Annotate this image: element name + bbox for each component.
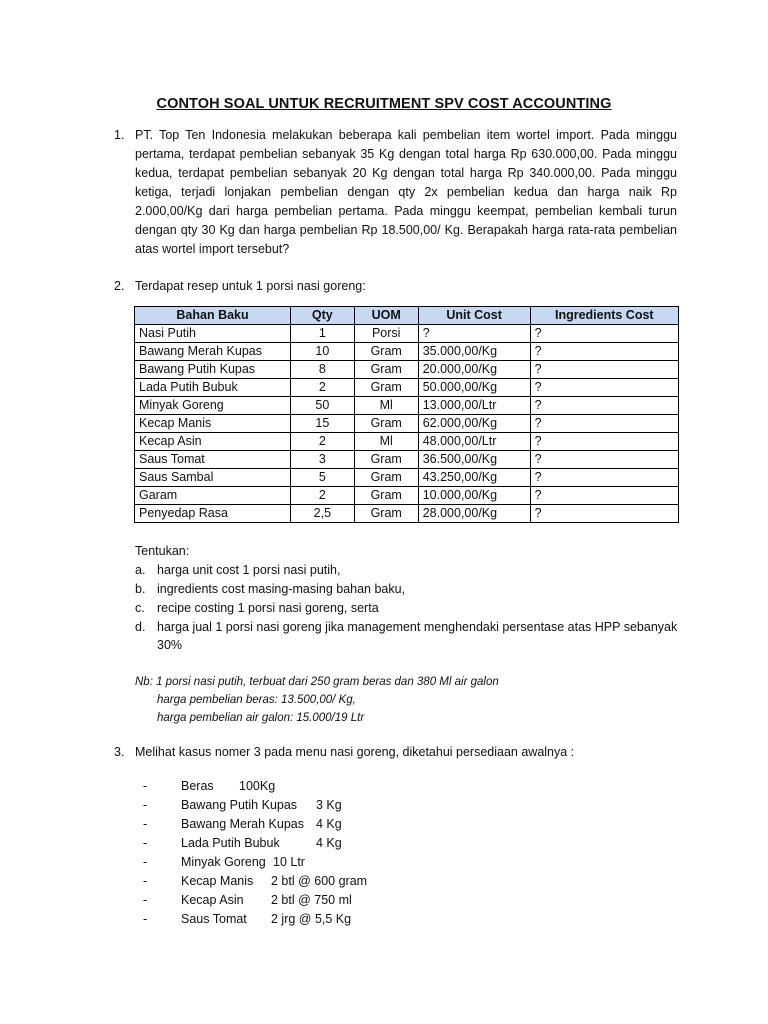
inventory-item-amount: 2 jrg @ 5,5 Kg [271,912,352,926]
sub-question-list [135,561,680,655]
bullet-dash: - [143,912,148,926]
cell-qty: 2 [291,487,355,505]
table-row [135,451,679,469]
header-uom: UOM [354,307,418,325]
cell-uom: Gram [354,379,418,397]
list-item [135,618,680,654]
footnote-line: harga pembelian beras: 13.500,00/ Kg, [157,694,356,706]
list-item-letter: b. [135,582,146,596]
cell-ingredients-cost: ? [530,415,678,433]
cell-bahan-baku: Lada Putih Bubuk [135,379,291,397]
recipe-table [134,306,679,523]
table-row [135,505,679,523]
bullet-dash: - [143,836,148,850]
list-item-letter: d. [135,620,146,634]
table-row [135,415,679,433]
inventory-item-amount: 100Kg [239,779,276,793]
bullet-dash: - [143,855,148,869]
table-row [135,361,679,379]
cell-uom: Porsi [354,325,418,343]
table-row [135,397,679,415]
cell-qty: 5 [291,469,355,487]
page-title: CONTOH SOAL UNTUK RECRUITMENT SPV COST ACCOUNTING [156,96,612,112]
cell-bahan-baku: Minyak Goreng [135,397,291,415]
question-1-number: 1. [114,128,125,142]
cell-bahan-baku: Garam [135,487,291,505]
cell-ingredients-cost: ? [530,379,678,397]
table-row [135,325,679,343]
cell-unit-cost: 36.500,00/Kg [418,451,530,469]
cell-uom: Gram [354,361,418,379]
cell-ingredients-cost: ? [530,397,678,415]
cell-ingredients-cost: ? [530,325,678,343]
inventory-item-name: Kecap Manis [181,874,254,888]
list-item-letter: c. [135,601,145,615]
cell-qty: 2 [291,379,355,397]
cell-bahan-baku: Bawang Putih Kupas [135,361,291,379]
bullet-dash: - [143,893,148,907]
list-item [135,580,680,598]
inventory-item-amount: 2 btl @ 600 gram [271,874,368,888]
question-3-number: 3. [114,745,125,759]
cell-qty: 8 [291,361,355,379]
cell-unit-cost: 13.000,00/Ltr [418,397,530,415]
inventory-item-amount: 4 Kg [316,836,342,850]
cell-bahan-baku: Saus Sambal [135,469,291,487]
inventory-item-name: Saus Tomat [181,912,247,926]
cell-uom: Gram [354,487,418,505]
inventory-item-name: Beras [181,779,214,793]
question-1-text: PT. Top Ten Indonesia melakukan beberapa kali pembelian item wortel import. Pada minggu pertama, terdapat pembelian sebanyak 35 Kg dengan total harga Rp 630.000,00. Pada minggu kedua, terdapat pembelian sebanyak 20 Kg dengan total harga Rp 340.000,00. Pada minggu ketiga, terjadi lonjakan pembelian dengan qty 2x pembelian kedua dan harga naik Rp 2.000,00/Kg dari harga pembelian pertama. Pada minggu keempat, pembelian kembali turun dengan qty 30 Kg dan harga pembelian Rp 18.500,00/ Kg. Berapakah harga rata-rata pembelian atas wortel import tersebut? [135,128,677,256]
header-unit-cost: Unit Cost [418,307,530,325]
cell-qty: 3 [291,451,355,469]
inventory-item-amount: 3 Kg [316,798,342,812]
cell-qty: 15 [291,415,355,433]
cell-ingredients-cost: ? [530,505,678,523]
inventory-item-amount: 4 Kg [316,817,342,831]
inventory-item-name: Minyak Goreng [181,855,266,869]
bullet-dash: - [143,817,148,831]
cell-bahan-baku: Kecap Manis [135,415,291,433]
cell-uom: Ml [354,433,418,451]
cell-qty: 50 [291,397,355,415]
table-row [135,433,679,451]
cell-unit-cost: 20.000,00/Kg [418,361,530,379]
question-2-intro: Terdapat resep untuk 1 porsi nasi goreng: [135,279,366,293]
list-item [135,599,680,617]
cell-ingredients-cost: ? [530,343,678,361]
tentukan-label: Tentukan: [135,544,190,558]
list-item-text: recipe costing 1 porsi nasi goreng, serta [157,601,379,615]
cell-unit-cost: 43.250,00/Kg [418,469,530,487]
cell-ingredients-cost: ? [530,451,678,469]
cell-qty: 1 [291,325,355,343]
cell-unit-cost: 10.000,00/Kg [418,487,530,505]
bullet-dash: - [143,779,148,793]
cell-ingredients-cost: ? [530,469,678,487]
cell-bahan-baku: Penyedap Rasa [135,505,291,523]
header-bahan-baku: Bahan Baku [135,307,291,325]
list-item [135,561,680,579]
cell-unit-cost: 35.000,00/Kg [418,343,530,361]
inventory-item-name: Kecap Asin [181,893,244,907]
cell-unit-cost: 48.000,00/Ltr [418,433,530,451]
cell-uom: Gram [354,469,418,487]
list-item-text: harga jual 1 porsi nasi goreng jika management menghendaki persentase atas HPP sebanyak 30% [157,620,678,652]
cell-qty: 2,5 [291,505,355,523]
header-qty: Qty [291,307,355,325]
cell-uom: Gram [354,505,418,523]
table-header-row [135,307,679,325]
cell-uom: Ml [354,397,418,415]
footnote-line: harga pembelian air galon: 15.000/19 Ltr [157,712,365,724]
header-ingredients-cost: Ingredients Cost [530,307,678,325]
cell-qty: 10 [291,343,355,361]
inventory-item-name: Lada Putih Bubuk [181,836,280,850]
bullet-dash: - [143,798,148,812]
cell-uom: Gram [354,451,418,469]
cell-unit-cost: ? [418,325,530,343]
cell-bahan-baku: Bawang Merah Kupas [135,343,291,361]
list-item-text: ingredients cost masing-masing bahan baku, [157,582,406,596]
cell-uom: Gram [354,343,418,361]
question-2-number: 2. [114,279,125,293]
cell-bahan-baku: Saus Tomat [135,451,291,469]
inventory-item-amount: 10 Ltr [273,855,305,869]
bullet-dash: - [143,874,148,888]
cell-ingredients-cost: ? [530,487,678,505]
cell-bahan-baku: Nasi Putih [135,325,291,343]
table-row [135,487,679,505]
table-row [135,379,679,397]
cell-unit-cost: 28.000,00/Kg [418,505,530,523]
cell-qty: 2 [291,433,355,451]
inventory-item-amount: 2 btl @ 750 ml [271,893,352,907]
cell-bahan-baku: Kecap Asin [135,433,291,451]
table-row [135,343,679,361]
cell-uom: Gram [354,415,418,433]
cell-unit-cost: 62.000,00/Kg [418,415,530,433]
table-row [135,469,679,487]
cell-ingredients-cost: ? [530,361,678,379]
footnote [135,673,499,727]
list-item-text: harga unit cost 1 porsi nasi putih, [157,563,341,577]
footnote-line: Nb: 1 porsi nasi putih, terbuat dari 250 gram beras dan 380 Ml air galon [135,676,499,688]
list-item-letter: a. [135,563,146,577]
cell-ingredients-cost: ? [530,433,678,451]
cell-unit-cost: 50.000,00/Kg [418,379,530,397]
inventory-item-name: Bawang Putih Kupas [181,798,298,812]
inventory-item-name: Bawang Merah Kupas [181,817,304,831]
question-3-intro: Melihat kasus nomer 3 pada menu nasi goreng, diketahui persediaan awalnya : [135,745,575,759]
